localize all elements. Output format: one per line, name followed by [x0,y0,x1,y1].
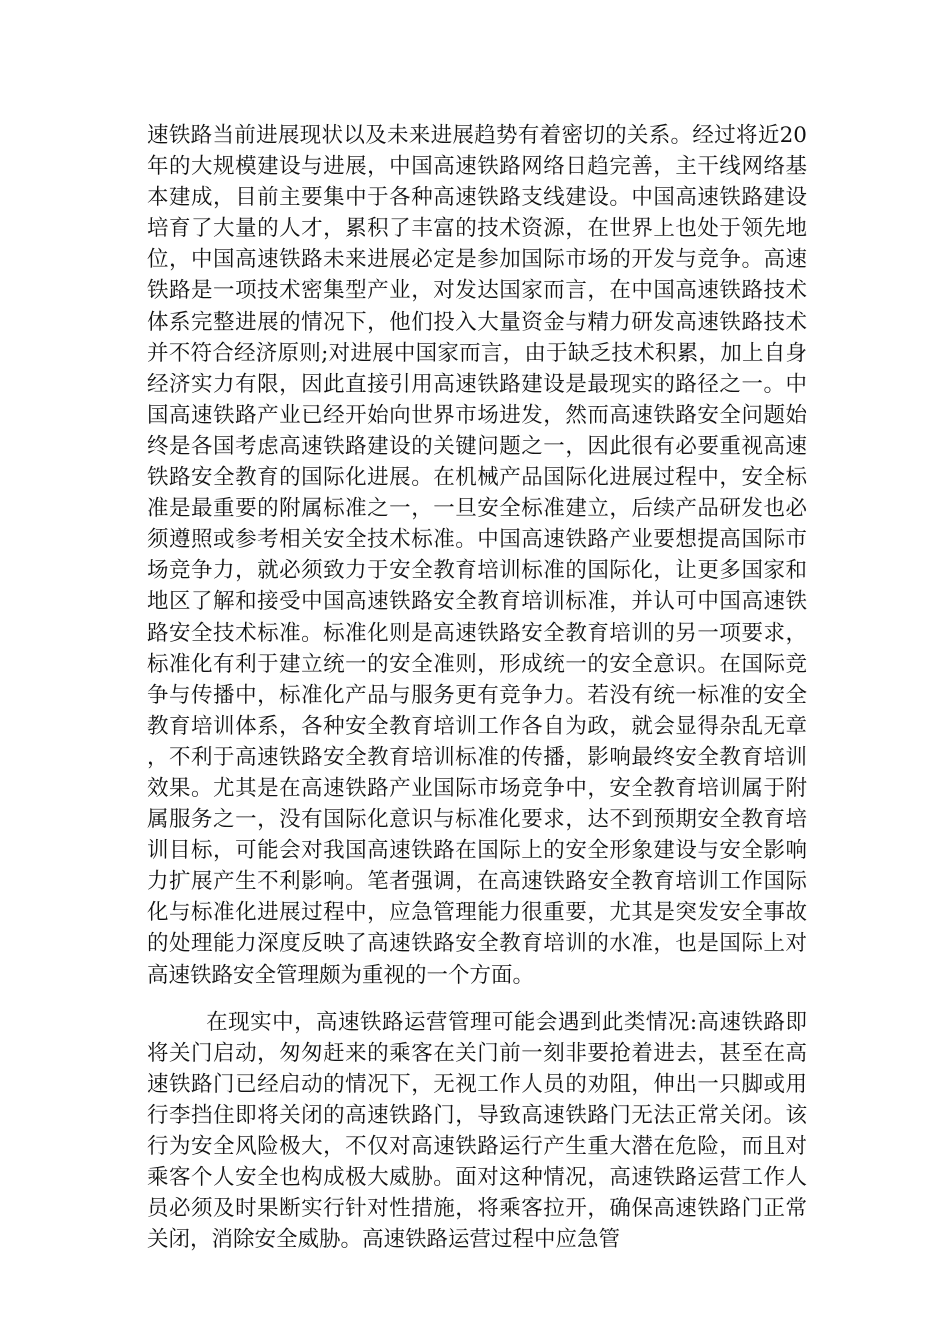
paragraph: 速铁路当前进展现状以及未来进展趋势有着密切的关系。经过将近20年的大规模建设与进展，中国高速铁路网络日趋完善，主干线网络基本建成，目前主要集中于各种高速铁路支线建设。中国高速铁路建设培育了大量的人才，累积了丰富的技术资源，在世界上也处于领先地位，中国高速铁路未来进展必定是参加国际市场的开发与竞争。高速铁路是一项技术密集型产业，对发达国家而言，在中国高速铁路技术体系完整进展的情况下，他们投入大量资金与精力研发高速铁路技术并不符合经济原则;对进展中国家而言，由于缺乏技术积累，加上自身经济实力有限，因此直接引用高速铁路建设是最现实的路径之一。中国高速铁路产业已经开始向世界市场进发，然而高速铁路安全问题始终是各国考虑高速铁路建设的关键问题之一，因此很有必要重视高速铁路安全教育的国际化进展。在机械产品国际化进展过程中，安全标准是最重要的附属标准之一，一旦安全标准建立，后续产品研发也必须遵照或参考相关安全技术标准。中国高速铁路产业要想提高国际市场竞争力，就必须致力于安全教育培训标准的国际化，让更多国家和地区了解和接受中国高速铁路安全教育培训标准，并认可中国高速铁路安全技术标准。标准化则是高速铁路安全教育培训的另一项要求，标准化有利于建立统一的安全准则，形成统一的安全意识。在国际竞争与传播中，标准化产品与服务更有竞争力。若没有统一标准的安全教育培训体系，各种安全教育培训工作各自为政，就会显得杂乱无章，不利于高速铁路安全教育培训标准的传播，影响最终安全教育培训效果。尤其是在高速铁路产业国际市场竞争中，安全教育培训属于附属服务之一，没有国际化意识与标准化要求，达不到预期安全教育培训目标，可能会对我国高速铁路在国际上的安全形象建设与安全影响力扩展产生不利影响。笔者强调，在高速铁路安全教育培训工作国际化与标准化进展过程中，应急管理能力很重要，尤其是突发安全事故的处理能力深度反映了高速铁路安全教育培训的水准，也是国际上对高速铁路安全管理颇为重视的一个方面。 [147,123,807,988]
paragraph: 在现实中，高速铁路运营管理可能会遇到此类情况:高速铁路即将关门启动，匆匆赶来的乘客在关门前一刻非要抢着进去，甚至在高速铁路门已经启动的情况下，无视工作人员的劝阻，伸出一只脚或用行李挡住即将关闭的高速铁路门，导致高速铁路门无法正常关闭。该行为安全风险极大，不仅对高速铁路运行产生重大潜在危险，而且对乘客个人安全也构成极大威胁。面对这种情况，高速铁路运营工作人员必须及时果断实行针对性措施，将乘客拉开，确保高速铁路门正常关闭，消除安全威胁。高速铁路运营过程中应急管 [147,1009,807,1253]
document-body [147,120,807,1255]
